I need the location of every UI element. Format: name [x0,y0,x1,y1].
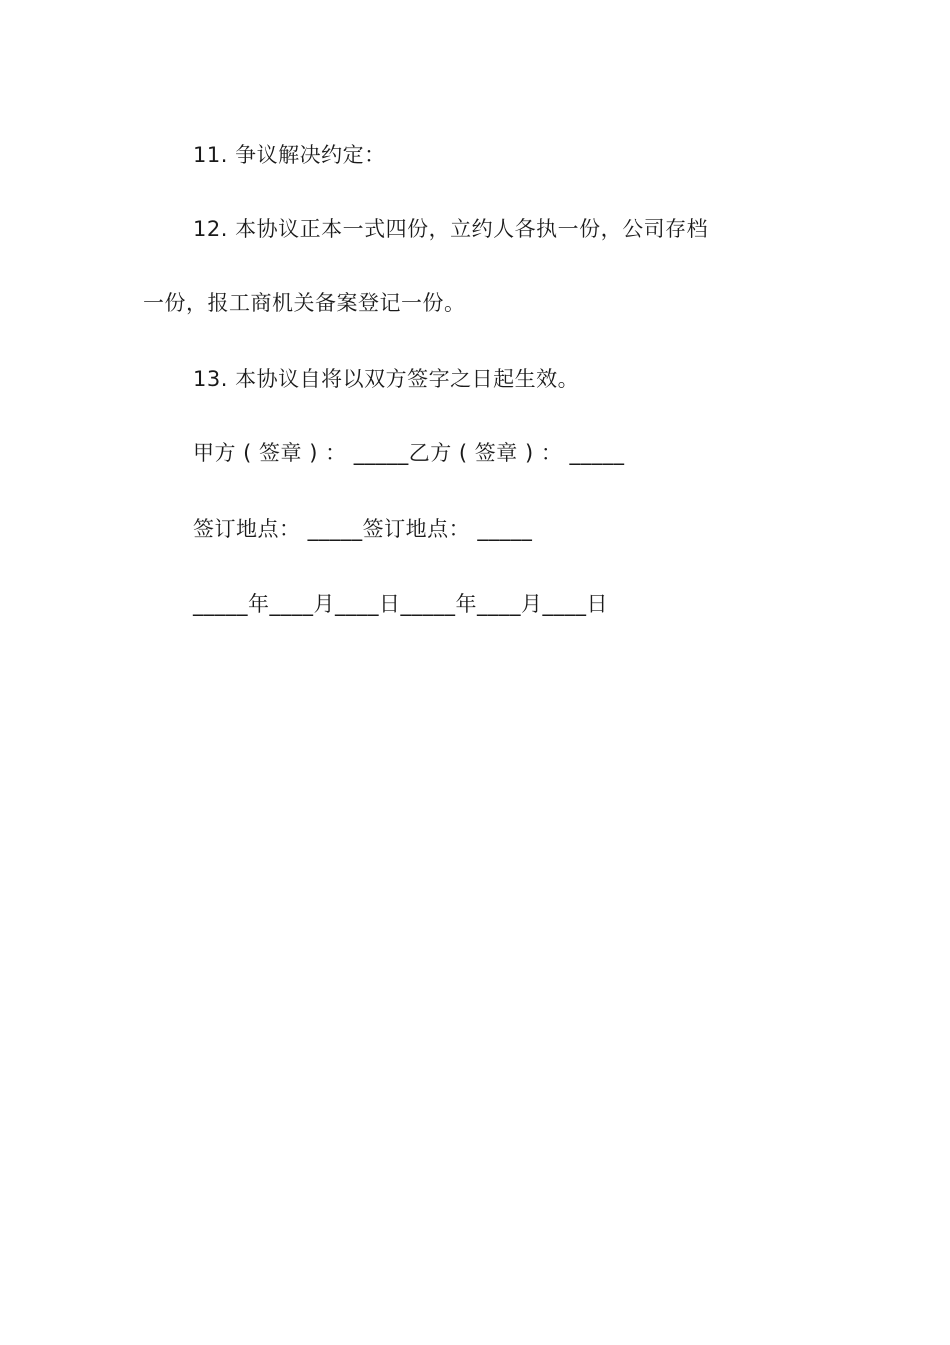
clause-13: 13. 本协议自将以双方签字之日起生效。 [193,367,580,391]
signing-date-line: _____年____月____日_____年____月____日 [193,592,608,616]
clause-12-line-2: 一份，报工商机关备案登记一份。 [143,291,466,315]
signing-location-line: 签订地点： _____签订地点： _____ [193,517,533,541]
clause-11: 11. 争议解决约定： [193,143,386,167]
clause-12-line-1: 12. 本协议正本一式四份，立约人各执一份，公司存档 [193,217,709,241]
signature-line: 甲方 ( 签章 ) ： _____乙方 ( 签章 ) ： _____ [193,441,625,465]
